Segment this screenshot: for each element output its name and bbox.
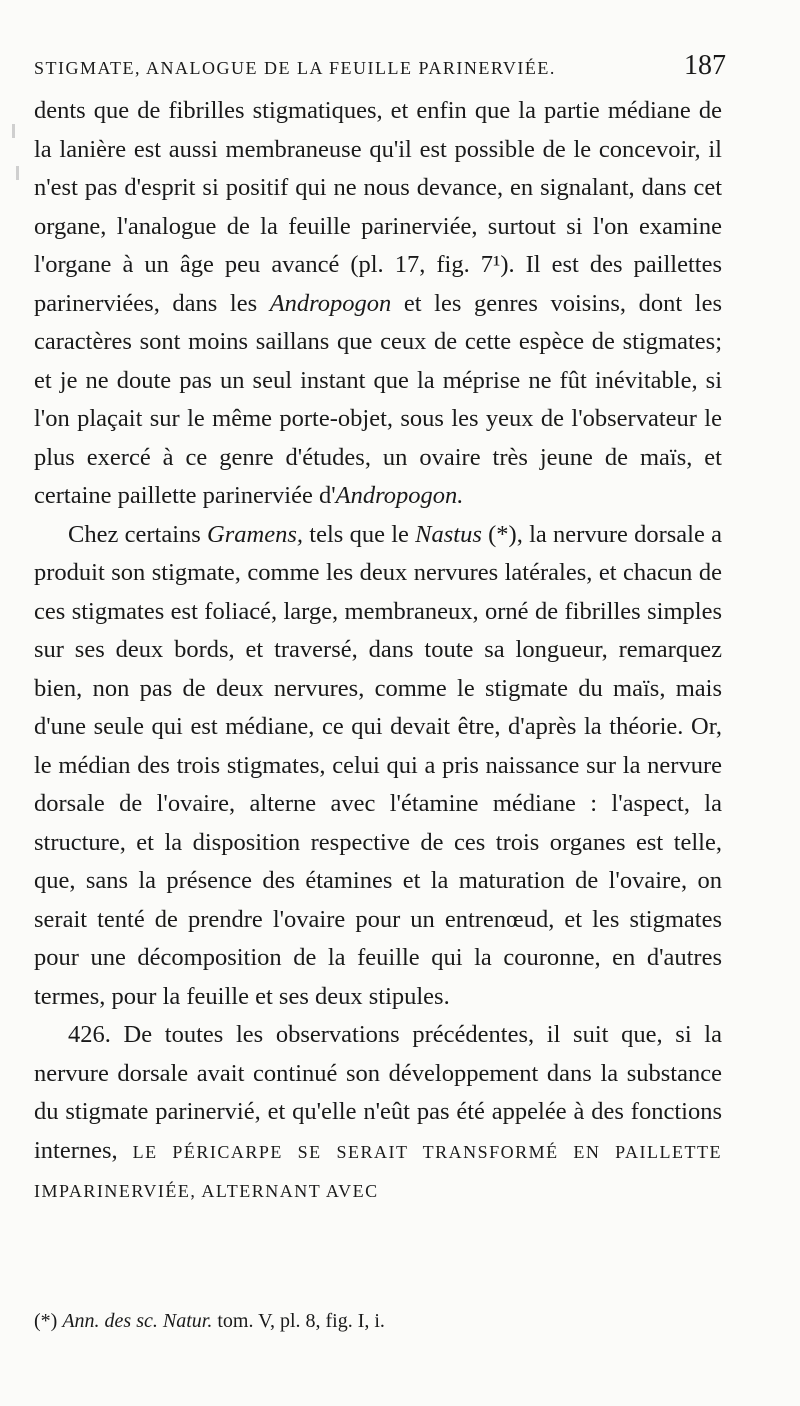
text-run: (*), la nervure dorsale a produit son stigmate, comme les deux nervures latérales, et chacun de ces stigmates est foliacé, large, membraneux, orné de fibrilles simples sur ses deux bords, et traversé, dans toute sa longueur, remarquez bien, non pas de deux nervures, comme le stigmate du maïs, mais d'une seule qui est médiane, ce qui devait être, d'après la théorie. Or, le médian des trois stigmates, celui qui a pris naissance sur la nervure dorsale de l'ovaire, alterne avec l'étamine médiane : l'aspect, la structure, et la disposition respective de ces trois organes est telle, que, sans la présence des étamines et la maturation de l'ovaire, on serait tenté de prendre l'ovaire pour un entrenœud, et les stigmates pour une décomposition de la feuille qui la couronne, en d'autres termes, pour la feuille et ses deux stipules. [34, 520, 723, 1010]
page-number: 187 [684, 50, 726, 81]
taxon-name: Andropogon. [335, 482, 464, 509]
running-head-title: STIGMATE, ANALOGUE DE LA FEUILLE PARINERVIÉE. [34, 58, 556, 78]
footnote-journal: Ann. des sc. Natur. [62, 1310, 213, 1332]
body-text [34, 92, 722, 1211]
footnote-reference: tom. V, pl. 8, fig. I, i. [212, 1310, 385, 1332]
paragraph-continued [34, 92, 722, 516]
footnote-mark: (*) [34, 1310, 63, 1332]
paragraph-426 [34, 1016, 722, 1211]
taxon-name: Nastus [415, 520, 482, 548]
text-run: tels que le [303, 520, 416, 548]
paragraph [34, 516, 722, 1017]
taxon-name: Andropogon [269, 289, 392, 317]
margin-mark [12, 124, 15, 138]
margin-mark [16, 166, 19, 180]
text-run: Chez certains [68, 520, 208, 548]
footnote [34, 1308, 754, 1334]
small-caps-run: LE PÉRICARPE SE SERAIT TRANSFORMÉ EN PAILLETTE IMPARINERVIÉE, ALTERNANT AVEC [34, 1141, 722, 1201]
text-run: 426. De toutes les observations précédentes, il suit que, si la nervure dorsale avait continué son développement dans la substance du stigmate parinervié, et qu'elle n'eût pas été appelée à des fonctions internes, [34, 1021, 722, 1164]
text-run: dents que de fibrilles stigmatiques, et enfin que la partie médiane de la lanière est aussi membraneuse qu'il est possible de le concevoir, il n'est pas d'esprit si positif qui ne nous devance, en signalant, dans cet organe, l'analogue de la feuille parinerviée, surtout si l'on examine l'organe à un âge peu avancé (pl. 17, fig. 7¹). Il est des paillettes parinerviées, dans les [34, 97, 722, 317]
running-head [34, 48, 726, 88]
taxon-name: Gramens, [207, 520, 304, 548]
text-run: et les genres voisins, dont les caractères sont moins saillans que ceux de cette espèce de stigmates; et je ne doute pas un seul instant que la méprise ne fût inévitable, si l'on plaçait sur le même porte-objet, sous les yeux de l'observateur le plus exercé à ce genre d'études, un ovaire très jeune de maïs, et certaine paillette parinerviée d' [34, 289, 722, 509]
